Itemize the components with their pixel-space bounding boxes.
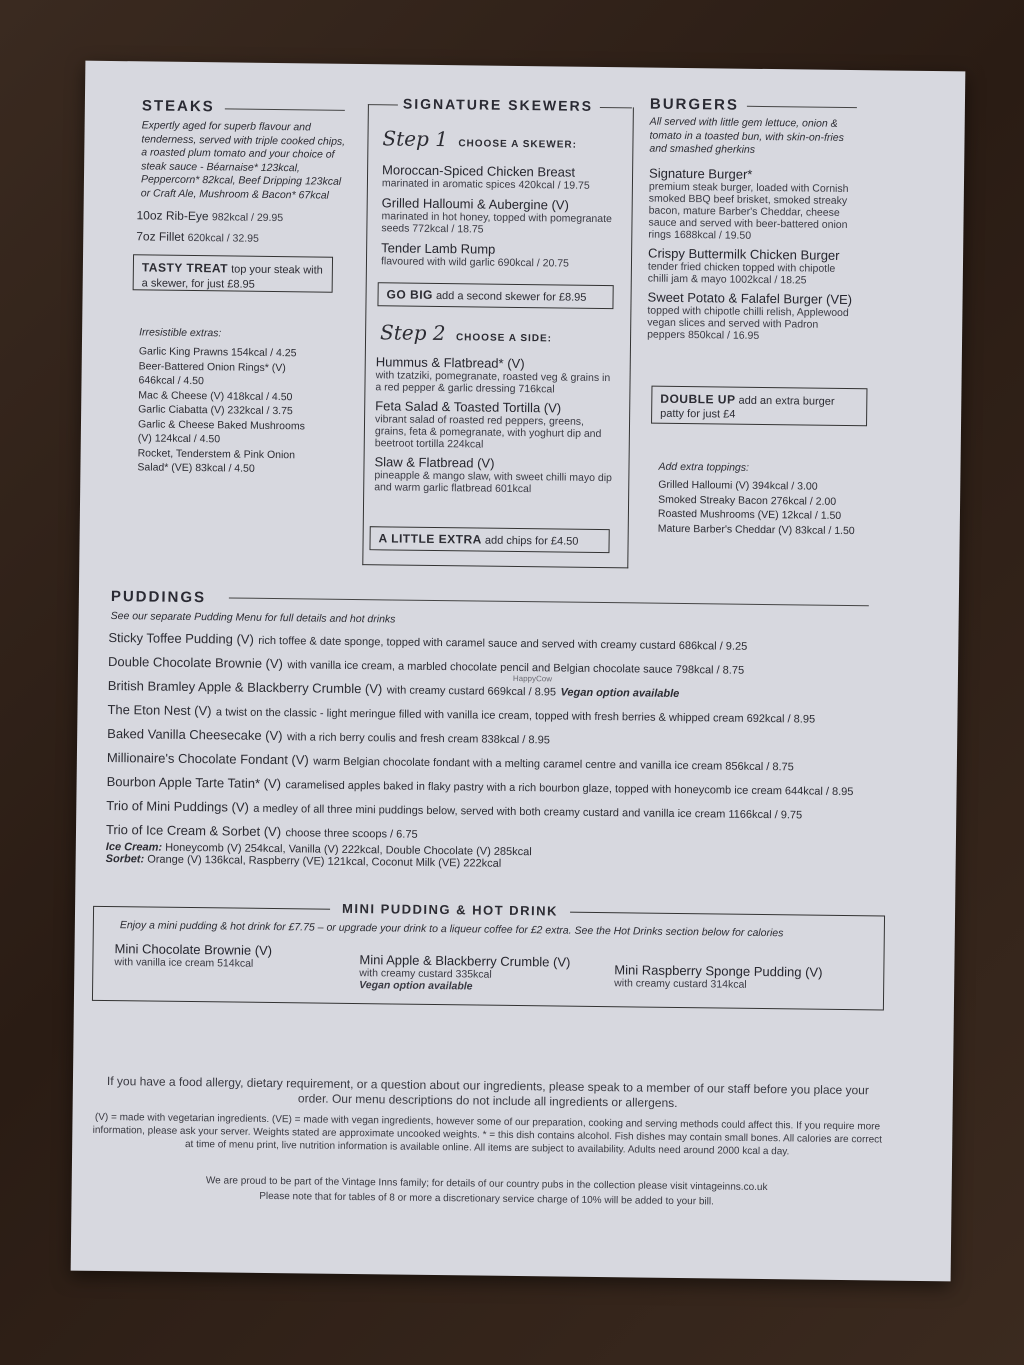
burger-item xyxy=(648,166,859,244)
icecream-text: Honeycomb (V) 254kcal, Vanilla (V) 222kcal, Double Chocolate (V) 285kcal xyxy=(165,841,532,859)
pudding-desc: with creamy custard 669kcal / 8.95 xyxy=(386,684,557,699)
pudding-desc: with a rich berry coulis and fresh cream 838kcal / 8.95 xyxy=(286,731,550,747)
step2-label: Step 2 xyxy=(379,320,446,346)
burger-item xyxy=(647,290,858,344)
burger-desc: tender fried chicken topped with chipotle chilli jam & mayo 1002kcal / 18.25 xyxy=(647,260,836,287)
extras-list xyxy=(137,344,319,477)
skewer-list xyxy=(381,162,614,270)
skewer-name: Tender Lamb Rump xyxy=(381,240,496,257)
steak-item-ribeye xyxy=(136,208,283,226)
side-item xyxy=(375,398,616,452)
mini-name: Mini Raspberry Sponge Pudding (V) xyxy=(614,962,823,980)
family-note: We are proud to be part of the Vintage Inns family; for details of our country pubs in the collection please visit vintageinns.co.uk xyxy=(205,1175,768,1194)
mini-desc: with vanilla ice cream 514kcal xyxy=(114,956,254,970)
toppings-heading: Add extra toppings: xyxy=(658,460,750,474)
happycow-watermark: HappyCow xyxy=(512,673,553,684)
pudding-desc: choose three scoops / 6.75 xyxy=(285,827,418,841)
step1-row xyxy=(382,126,577,152)
burger-item xyxy=(648,246,858,288)
steak-detail: 620kcal / 32.95 xyxy=(187,231,259,245)
tasty-treat-label: TASTY TREAT xyxy=(141,260,229,276)
pudding-list xyxy=(106,629,899,875)
pudding-note: Vegan option available xyxy=(560,686,680,700)
menu-sheet xyxy=(71,61,966,1282)
skewer-item xyxy=(382,162,614,192)
burger-name: Signature Burger* xyxy=(649,165,753,182)
service-note: Please note that for tables of 8 or more a discretionary service charge of 10% will be added to your bill. xyxy=(259,1190,714,1208)
pudding-item xyxy=(107,725,897,753)
extra-item: Garlic King Prawns 154kcal / 4.25 xyxy=(138,345,297,360)
steak-item-fillet xyxy=(136,229,259,246)
burger-desc: premium steak burger, loaded with Cornish smoked BBQ beef brisket, smoked streaky bacon, mature Barber's Cheddar, cheese sauce and served with beer-battered onion rings 1688kcal / 19.50 xyxy=(648,180,849,242)
topping-item: Mature Barber's Cheddar (V) 83kcal / 1.50 xyxy=(657,522,855,537)
go-big-label: GO BIG xyxy=(386,287,434,302)
mini-item xyxy=(614,962,864,992)
step2-row xyxy=(380,320,552,346)
tasty-treat-text: top your steak with a skewer, for just £8.95 xyxy=(141,263,323,291)
little-extra-box xyxy=(369,526,609,553)
puddings-intro: See our separate Pudding Menu for full details and hot drinks xyxy=(110,610,396,626)
pudding-name: Baked Vanilla Cheesecake (V) xyxy=(107,725,283,744)
pudding-desc: caramelised apples baked in flaky pastry with a rich bourbon glaze, topped with honeycomb ice cream 644kcal / 8.95 xyxy=(285,779,854,799)
mini-intro: Enjoy a mini pudding & hot drink for £7.75 – or upgrade your drink to a liqueur coffee for £2 extra. See the Hot Drinks section below for calories xyxy=(119,919,784,940)
side-name: Hummus & Flatbread* (V) xyxy=(375,354,525,372)
pudding-name: The Eton Nest (V) xyxy=(107,701,212,719)
mini-heading: MINI PUDDING & HOT DRINK xyxy=(330,901,570,919)
extra-item: Garlic Ciabatta (V) 232kcal / 3.75 xyxy=(138,403,293,418)
legend-note: (V) = made with vegetarian ingredients. (VE) = made with vegan ingredients, however some of our preparation, cooking and serving methods could affect this. If you require more information, please ask your server. Weights stated are approximate uncooked weights. * = this dish contains alcohol. Fish dishes may contain small bones. All calories are correct at time of menu print, live nutrition information is available online. All items are subject to availability. Adults need around 2000 kcal a day. xyxy=(92,1111,883,1158)
side-name: Feta Salad & Toasted Tortilla (V) xyxy=(375,398,562,416)
little-extra-label: A LITTLE EXTRA xyxy=(378,531,482,547)
mini-name: Mini Chocolate Brownie (V) xyxy=(114,941,273,959)
go-big-text: add a second skewer for £8.95 xyxy=(435,289,587,304)
pudding-item xyxy=(107,673,898,705)
burgers-intro: All served with little gem lettuce, onion & tomato in a toasted bun, with skin-on-fries and smashed gherkins xyxy=(649,115,844,156)
side-name: Slaw & Flatbread (V) xyxy=(374,454,495,471)
extra-item: Mac & Cheese (V) 418kcal / 4.50 xyxy=(138,388,293,403)
steaks-rule xyxy=(225,108,345,110)
topping-item: Grilled Halloumi (V) 394kcal / 3.00 xyxy=(658,478,818,493)
extra-item: Garlic & Cheese Baked Mushrooms (V) 124kcal / 4.50 xyxy=(137,417,305,446)
steaks-heading: STEAKS xyxy=(141,97,215,116)
pudding-name: Sticky Toffee Pudding (V) xyxy=(108,629,254,647)
extras-heading: Irresistible extras: xyxy=(139,326,222,340)
pudding-desc: with vanilla ice cream, a marbled chocolate pencil and Belgian chocolate sauce 798kcal / 8.75 xyxy=(287,659,745,677)
pudding-desc: warm Belgian chocolate fondant with a melting caramel centre and vanilla ice cream 856kcal / 8.75 xyxy=(313,755,794,774)
side-item xyxy=(374,454,614,496)
step1-caption: CHOOSE A SKEWER: xyxy=(458,138,578,151)
puddings-rule xyxy=(229,597,869,606)
pudding-item xyxy=(106,797,896,825)
skewer-desc: marinated in hot honey, topped with pomegranate seeds 772kcal / 18.75 xyxy=(381,210,612,236)
skewer-desc: marinated in aromatic spices 420kcal / 19.75 xyxy=(381,177,590,192)
pudding-name: Bourbon Apple Tarte Tatin* (V) xyxy=(106,773,282,792)
puddings-heading: PUDDINGS xyxy=(110,588,207,607)
double-up-text: add an extra burger patty for just £4 xyxy=(660,394,835,421)
pudding-item xyxy=(107,653,898,684)
pudding-desc: a medley of all three mini puddings below, served with both creamy custard and vanilla ice cream 1166kcal / 9.75 xyxy=(253,802,803,822)
step2-caption: CHOOSE A SIDE: xyxy=(455,332,553,345)
sorbet-label: Sorbet: xyxy=(105,852,145,866)
pudding-name: Trio of Mini Puddings (V) xyxy=(106,797,249,815)
steak-name: 7oz Fillet xyxy=(136,229,185,244)
side-desc: pineapple & mango slaw, with sweet chilli mayo dip and warm garlic flatbread 601kcal xyxy=(374,469,612,496)
side-list xyxy=(374,354,616,496)
side-desc: with tzatziki, pomegranate, roasted veg & grains in a red pepper & garlic dressing 716kcal xyxy=(375,369,611,396)
topping-item: Roasted Mushrooms (VE) 12kcal / 1.50 xyxy=(657,507,842,522)
burger-name: Crispy Buttermilk Chicken Burger xyxy=(648,245,840,263)
pudding-name: British Bramley Apple & Blackberry Crumble (V) xyxy=(107,677,383,697)
double-up-box xyxy=(651,386,867,427)
mini-desc: with creamy custard 335kcal xyxy=(359,967,492,981)
steak-detail: 982kcal / 29.95 xyxy=(211,211,284,225)
burgers-rule xyxy=(747,106,857,108)
burger-list xyxy=(647,166,859,344)
extra-item: Beer-Battered Onion Rings* (V) 646kcal / 4.50 xyxy=(138,359,286,388)
mini-item xyxy=(114,941,334,971)
burger-name: Sweet Potato & Falafel Burger (VE) xyxy=(647,289,853,308)
extra-item: Rocket, Tenderstem & Pink Onion Salad* (VE) 83kcal / 4.50 xyxy=(137,446,296,475)
pudding-item xyxy=(108,629,898,657)
icecream-label: Ice Cream: xyxy=(105,840,163,854)
steaks-intro: Expertly aged for superb flavour and tenderness, served with triple cooked chips, a roasted plum tomato and your choice of steak sauce - Béarnaise* 123kcal, Peppercorn* 82kcal, Beef Dripping 123kcal or Craft Ale, Mushroom & Bacon* 67kcal xyxy=(140,119,346,202)
pudding-item xyxy=(107,701,897,729)
toppings-list xyxy=(658,478,859,538)
pudding-name: Millionaire's Chocolate Fondant (V) xyxy=(106,749,309,768)
steak-name: 10oz Rib-Eye xyxy=(136,208,209,224)
skewer-name: Grilled Halloumi & Aubergine (V) xyxy=(381,195,569,213)
double-up-label: DOUBLE UP xyxy=(660,391,736,407)
burgers-heading: BURGERS xyxy=(649,95,740,114)
pudding-item xyxy=(107,749,897,777)
skewer-name: Moroccan-Spiced Chicken Breast xyxy=(382,162,576,180)
pudding-desc: rich toffee & date sponge, topped with caramel sauce and served with creamy custard 686kcal / 9.25 xyxy=(258,634,748,653)
pudding-item xyxy=(107,773,897,801)
go-big-box xyxy=(377,282,613,309)
pudding-desc: a twist on the classic - light meringue filled with vanilla ice cream, topped with fresh berries & whipped cream 692kcal / 8.95 xyxy=(215,706,816,726)
pudding-name: Double Chocolate Brownie (V) xyxy=(107,653,284,672)
mini-name: Mini Apple & Blackberry Crumble (V) xyxy=(359,952,571,970)
side-desc: vibrant salad of roasted red peppers, greens, grains, feta & pomegranate, with yoghurt dip and beetroot tortilla 224kcal xyxy=(374,413,602,451)
sorbet-text: Orange (V) 136kcal, Raspberry (VE) 121kcal, Coconut Milk (VE) 222kcal xyxy=(147,853,502,870)
skewer-item xyxy=(381,195,613,237)
topping-item: Smoked Streaky Bacon 276kcal / 2.00 xyxy=(658,493,837,508)
allergy-note: If you have a food allergy, dietary requirement, or a question about our ingredients, please speak to a member of our staff before you place your order. Our menu descriptions do not include all ingredients or allergens. xyxy=(106,1074,869,1110)
skewers-heading: SIGNATURE SKEWERS xyxy=(402,95,594,114)
pudding-name: Trio of Ice Cream & Sorbet (V) xyxy=(105,821,282,840)
side-item xyxy=(375,354,615,396)
little-extra-text: add chips for £4.50 xyxy=(484,534,579,548)
tasty-treat-box xyxy=(133,254,333,292)
burger-desc: topped with chipotle chilli relish, Applewood vegan slices and served with Padron peppers 850kcal / 16.95 xyxy=(647,304,849,342)
skewer-item xyxy=(381,240,613,270)
skewer-desc: flavoured with wild garlic 690kcal / 20.75 xyxy=(380,255,569,270)
step1-label: Step 1 xyxy=(382,126,449,152)
mini-desc: with creamy custard 314kcal xyxy=(614,977,747,991)
mini-item xyxy=(359,952,599,994)
mini-note: Vegan option available xyxy=(359,979,473,993)
